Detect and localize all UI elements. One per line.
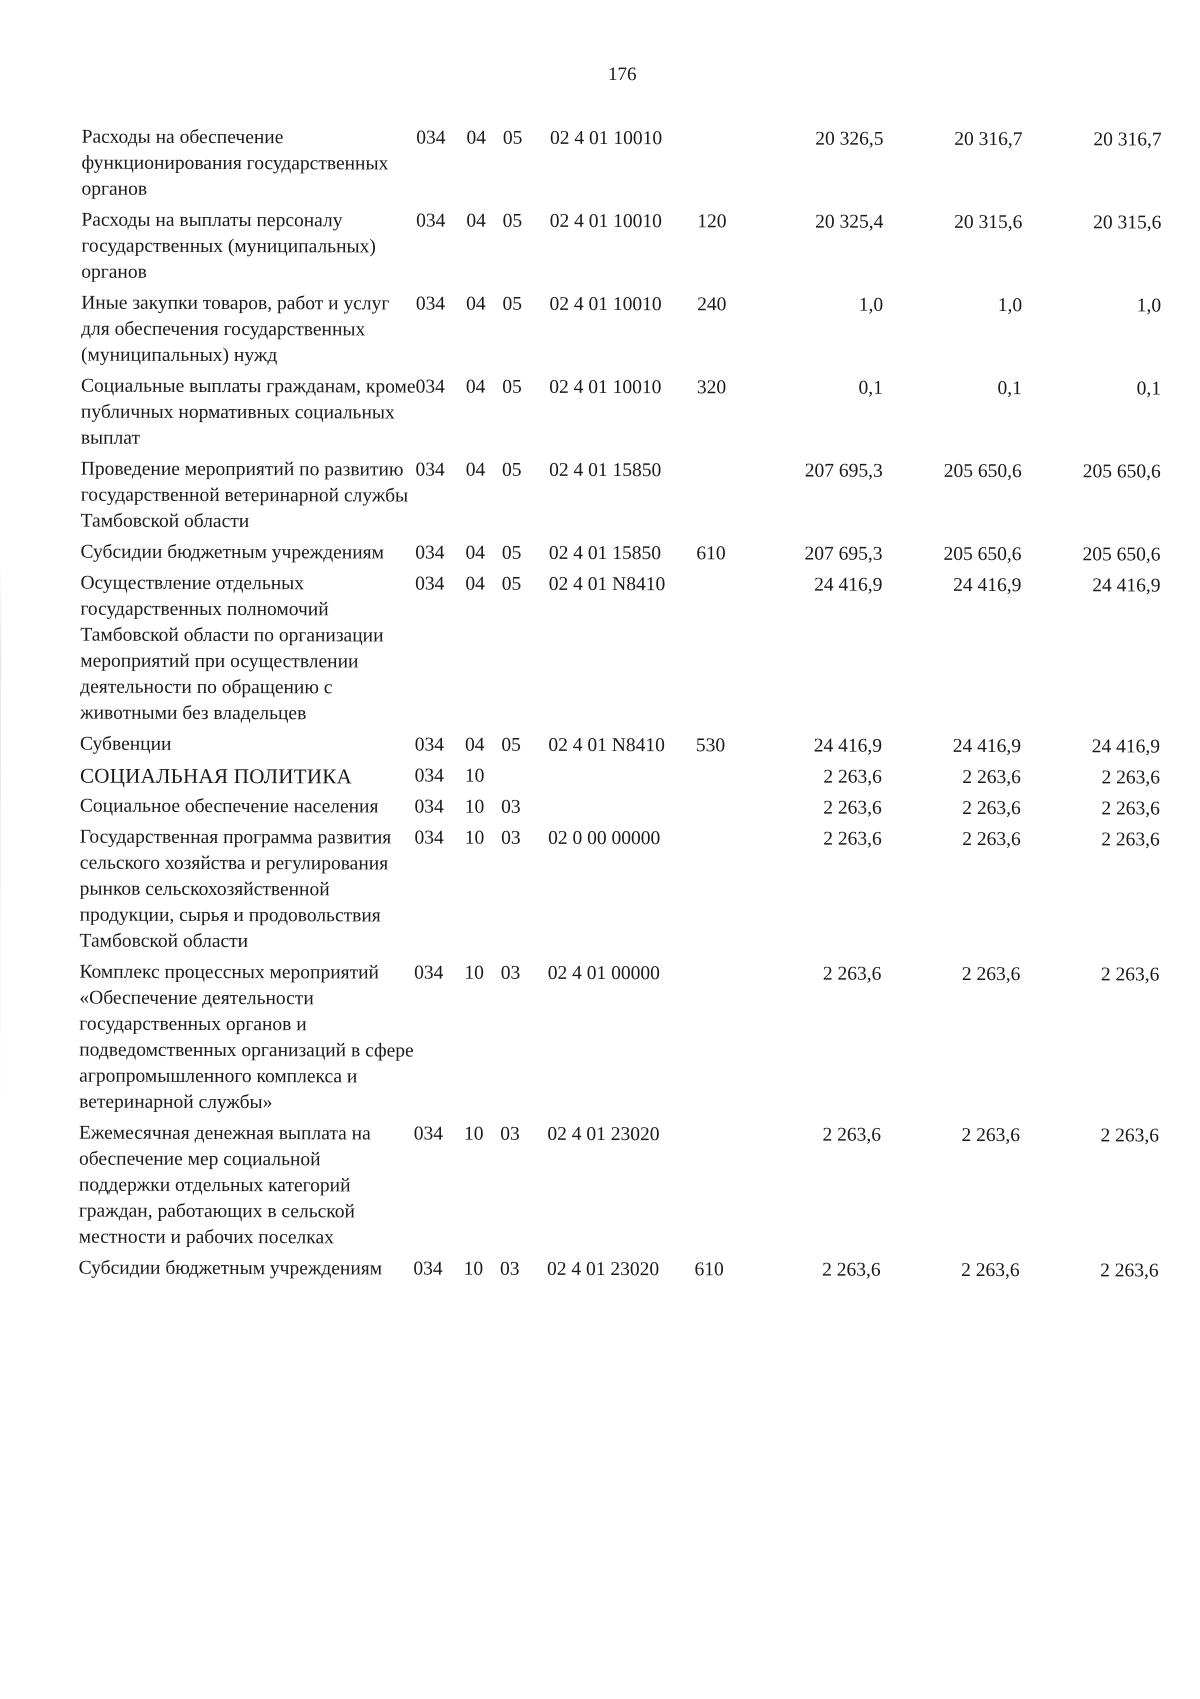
expense-name: Расходы на обеспечение функционирования государственных органов: [81, 126, 389, 200]
amount-year-1: 24 416,9: [814, 574, 883, 596]
expense-name: СОЦИАЛЬНАЯ ПОЛИТИКА: [79, 763, 353, 789]
ministry-code: 034: [414, 962, 444, 984]
amount-year-3: 2 263,6: [1100, 1125, 1160, 1147]
subsection-code: 05: [501, 734, 521, 756]
amount-year-2: 2 263,6: [962, 828, 1021, 851]
amount-year-2: 2 263,6: [961, 963, 1021, 986]
amount-year-3: 1,0: [1136, 295, 1162, 317]
ministry-code: 034: [414, 827, 444, 849]
section-code: 10: [464, 765, 485, 787]
amount-year-3: 20 316,7: [1093, 129, 1162, 151]
expense-type-code: [696, 795, 754, 826]
amount-year-1: 207 695,3: [804, 460, 883, 482]
ministry-code: 034: [414, 796, 444, 818]
subsection-code: 03: [499, 1258, 520, 1280]
amount-year-3: 24 416,9: [1092, 575, 1161, 597]
target-article-code: 02 4 01 N8410: [548, 734, 665, 757]
expense-type-code: [695, 826, 753, 961]
target-article-code: 02 4 01 N8410: [548, 573, 666, 596]
amount-year-1: 2 263,6: [823, 797, 882, 819]
expense-name: Расходы на выплаты персоналу государственных (муниципальных) органов: [81, 209, 376, 283]
amount-year-3: 2 263,6: [1101, 829, 1160, 851]
section-code: 04: [466, 210, 486, 232]
amount-year-1: 24 416,9: [813, 735, 883, 757]
expense-type-code: 530: [695, 735, 726, 757]
amount-year-1: 2 263,6: [822, 1124, 881, 1146]
section-code: 10: [464, 796, 485, 818]
amount-year-1: 2 263,6: [823, 828, 882, 850]
expense-type-code: 610: [694, 1259, 724, 1281]
amount-year-1: 207 695,3: [804, 543, 883, 565]
amount-year-2: 24 416,9: [952, 735, 1022, 758]
section-code: 10: [463, 1258, 484, 1280]
amount-year-1: 20 326,5: [815, 128, 884, 150]
expense-type-code: 120: [697, 211, 727, 233]
amount-year-3: 205 650,6: [1082, 461, 1161, 483]
target-article-code: 02 4 01 10010: [549, 127, 663, 150]
table-row: [81, 540, 1161, 574]
expense-type-code: 320: [696, 377, 727, 399]
expense-name: Проведение мероприятий по развитию государственной ветеринарной службы Тамбовской области: [80, 458, 409, 533]
expense-type-code: [695, 961, 753, 1122]
budget-table: [79, 125, 1162, 1290]
expense-name: Осуществление отдельных государственных полномочий Тамбовской области по организации мероприятий при осуществлении деятельности по обращению с животными без владельцев: [80, 572, 384, 725]
ministry-code: 034: [414, 734, 445, 756]
ministry-code: 034: [416, 210, 446, 232]
expense-name: Ежемесячная денежная выплата на обеспечение мер социальной поддержки отдельных категорий граждан, работающих в сельской местности и рабочих поселках: [78, 1122, 371, 1249]
ministry-code: 034: [415, 376, 445, 398]
subsection-code: 03: [500, 1123, 520, 1145]
section-code: 04: [466, 127, 487, 149]
ministry-code: 034: [415, 542, 445, 564]
expense-name: Социальные выплаты гражданам, кроме публичных нормативных социальных выплат: [80, 375, 416, 449]
expense-type-code: [697, 126, 755, 209]
amount-year-2: 2 263,6: [962, 766, 1021, 789]
subsection-code: 05: [502, 127, 523, 149]
amount-year-3: 2 263,6: [1101, 798, 1160, 820]
amount-year-1: 2 263,6: [823, 766, 882, 788]
amount-year-2: 205 650,6: [943, 543, 1022, 566]
ministry-code: 034: [415, 573, 445, 595]
amount-year-1: 20 325,4: [815, 211, 884, 233]
amount-year-1: 2 263,6: [822, 963, 882, 985]
target-article-code: 02 4 01 10010: [549, 293, 662, 316]
section-code: 10: [463, 1123, 484, 1145]
expense-type-code: [696, 764, 754, 795]
table-row: [80, 571, 1160, 735]
target-article-code: 02 4 01 15850: [549, 459, 662, 482]
expense-name: Государственная программа развития сельского хозяйства и регулирования рынков сельскохозяйственной продукции, сырья и продовольствия Тамбовской области: [79, 826, 392, 953]
subsection-code: 05: [502, 459, 522, 481]
table-row: [79, 825, 1159, 963]
amount-year-3: 20 315,6: [1093, 212, 1162, 234]
target-article-code: 02 0 00 00000: [548, 827, 661, 850]
table-row: [81, 208, 1161, 294]
amount-year-1: 1,0: [858, 294, 884, 316]
page-number: 176: [608, 64, 637, 86]
target-article-code: 02 4 01 00000: [547, 962, 660, 985]
amount-year-2: 205 650,6: [943, 460, 1022, 483]
amount-year-3: 0,1: [1136, 378, 1162, 400]
section-code: 04: [465, 573, 485, 595]
expense-type-code: [696, 458, 754, 541]
table-row: [80, 763, 1160, 797]
table-row: [80, 732, 1160, 766]
subsection-code: 05: [502, 210, 523, 232]
amount-year-3: 2 263,6: [1100, 1260, 1159, 1282]
subsection-code: 03: [501, 796, 521, 818]
expense-name: Социальное обеспечение населения: [79, 795, 379, 818]
target-article-code: 02 4 01 23020: [546, 1258, 660, 1281]
subsection-code: [501, 764, 548, 795]
section-code: 10: [464, 962, 484, 984]
expense-name: Иные закупки товаров, работ и услуг для обеспечения государственных (муниципальных) нужд: [81, 292, 390, 367]
section-code: 04: [465, 459, 486, 481]
subsection-code: 03: [500, 962, 521, 984]
section-code: 10: [464, 827, 485, 849]
subsection-code: 05: [501, 542, 522, 564]
amount-year-3: 24 416,9: [1091, 736, 1161, 758]
budget-table-body: [79, 125, 1162, 1290]
expense-type-code: [695, 1122, 753, 1257]
ministry-code: 034: [414, 765, 444, 787]
expense-name: Комплекс процессных мероприятий «Обеспечение деятельности государственных органов и подведомственных организаций в сфере агропромышленного комплекса и ветеринарной службы»: [79, 961, 414, 1114]
expense-type-code: 610: [696, 543, 726, 565]
section-code: 04: [465, 376, 486, 398]
subsection-code: 03: [501, 827, 521, 849]
section-code: 04: [466, 293, 486, 315]
amount-year-2: 20 315,6: [954, 211, 1023, 234]
amount-year-2: 2 263,6: [961, 1124, 1020, 1147]
table-row: [79, 1121, 1159, 1259]
amount-year-2: 2 263,6: [961, 1259, 1020, 1282]
table-row: [80, 794, 1160, 828]
table-row: [79, 1256, 1159, 1290]
subsection-code: 05: [502, 376, 522, 398]
ministry-code: 034: [413, 1258, 443, 1280]
table-row: [81, 374, 1161, 460]
target-article-code: 02 4 01 15850: [548, 542, 662, 565]
target-article-code: 02 4 01 10010: [549, 210, 662, 233]
ministry-code: 034: [415, 459, 445, 481]
amount-year-3: 2 263,6: [1100, 964, 1160, 986]
amount-year-1: 0,1: [858, 377, 883, 399]
target-article-code: [548, 795, 696, 826]
expense-name: Субвенции: [80, 733, 172, 755]
expense-type-code: [696, 572, 754, 733]
amount-year-3: 2 263,6: [1101, 767, 1160, 789]
ministry-code: 034: [413, 1123, 443, 1145]
ministry-code: 034: [416, 127, 446, 149]
amount-year-3: 205 650,6: [1082, 544, 1161, 566]
amount-year-1: 2 263,6: [822, 1259, 881, 1281]
amount-year-2: 24 416,9: [953, 574, 1022, 597]
amount-year-2: 2 263,6: [962, 797, 1021, 820]
table-row: [81, 457, 1161, 543]
section-code: 04: [464, 734, 485, 756]
subsection-code: 05: [501, 573, 522, 595]
amount-year-2: 20 316,7: [954, 128, 1023, 151]
section-code: 04: [465, 542, 486, 564]
scan-edge-shadow: [0, 558, 2, 1558]
ministry-code: 034: [415, 293, 446, 315]
target-article-code: [548, 764, 696, 795]
expense-name: Субсидии бюджетным учреждениям: [78, 1257, 383, 1280]
subsection-code: 05: [502, 293, 523, 315]
expense-name: Субсидии бюджетным учреждениям: [80, 541, 385, 564]
expense-type-code: 240: [697, 294, 727, 316]
amount-year-2: 1,0: [997, 295, 1023, 317]
target-article-code: 02 4 01 10010: [549, 376, 662, 399]
target-article-code: 02 4 01 23020: [547, 1123, 660, 1146]
table-row: [79, 960, 1159, 1124]
table-row: [81, 125, 1161, 211]
table-row: [81, 291, 1161, 377]
amount-year-2: 0,1: [997, 378, 1022, 400]
